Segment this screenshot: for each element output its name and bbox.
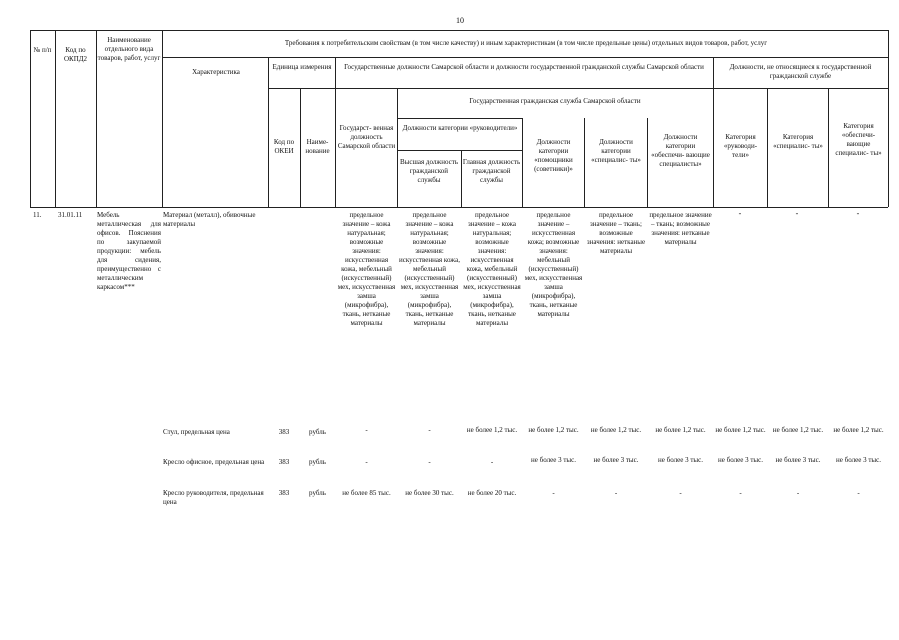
header-requirements: Требования к потребительским свойствам (в том числе качеству) и иным характеристикам (в том числе предельные цены) отдельных видов товаров, работ, услуг (284, 39, 768, 47)
item-value: не более 3 тыс. (658, 456, 703, 464)
header-gov-position: Государст- венная должность Самарской области (337, 124, 396, 150)
item-value: не более 30 тыс. (405, 489, 454, 497)
material-specialists: предельное значение – ткань; возможные значения: нетканые материалы (586, 211, 646, 255)
item-value: не более 20 тыс. (467, 489, 517, 497)
header-gov-positions: Государственные должности Самарской области и должности государственной гражданской службы Самарской области (344, 63, 704, 71)
item-value: - (614, 489, 618, 497)
item-value: не более 1,2 тыс. (833, 426, 884, 434)
header-support: Должности категории «обеспечи- вающие специалисты» (651, 133, 710, 168)
cat-specialists-dash: - (795, 209, 799, 218)
header-assistants: Должности категории «помощники (советники)» (534, 138, 573, 173)
item-label: Стул, предельная цена (163, 428, 230, 436)
row-characteristic: Материал (металл), обивочные материалы (163, 211, 256, 228)
item-value: не более 3 тыс. (775, 456, 821, 464)
item-value: - (739, 489, 742, 497)
item-unit: рубль (309, 458, 326, 466)
item-value: не более 85 тыс. (342, 489, 391, 497)
header-characteristic: Характеристика (192, 68, 240, 76)
item-value: - (490, 458, 494, 466)
item-value: не более 1,2 тыс. (528, 426, 579, 434)
item-value: не более 3 тыс. (531, 456, 576, 464)
row-name: Мебель металлическая для офисов. Пояснения по закупаемой продукции: мебель для сидения, преимущественно с металлическим каркасом*** (97, 211, 161, 291)
cat-leaders-dash: - (738, 209, 742, 218)
header-cat-specialists: Категория «специалис- ты» (773, 133, 823, 150)
item-value: - (679, 489, 682, 497)
item-value: - (428, 426, 431, 434)
item-value: - (552, 489, 555, 497)
cat-support-dash: - (856, 209, 860, 218)
header-not-gov: Должности, не относящиеся к государственной гражданской службе (729, 63, 872, 80)
header-main: Главная должность гражданской службы (462, 158, 521, 184)
header-unit: Единица измерения (272, 63, 332, 71)
item-label: Кресло офисное, предельная цена (163, 458, 265, 466)
material-main: предельное значение – кожа натуральная; возможные значения: искусственная кожа, мебельный (искусственный) мех, искусственная замша (микрофибра), ткань, нетканые материалы (463, 211, 521, 327)
material-assistants: предельное значение – искусственная кожа; возможные значения: мебельный (искусственный) мех, искусственная замша (микрофибра), ткань, нетканые материалы (524, 211, 583, 318)
item-value: не более 1,2 тыс. (772, 426, 824, 434)
header-cat-leaders: Категория «руководи- тели» (723, 133, 758, 159)
item-code: 383 (278, 489, 290, 497)
item-code: 383 (278, 428, 290, 436)
header-unit-code: Код по ОКЕИ (273, 138, 295, 155)
row-number: 11. (33, 211, 42, 219)
item-unit: рубль (309, 428, 326, 436)
item-value: - (428, 458, 431, 466)
row-okpd: 31.01.11 (58, 211, 83, 219)
header-num: № п/п (33, 46, 52, 54)
item-label: Кресло руководителя, предельная цена (163, 489, 264, 506)
header-okpd: Код по ОКПД2 (63, 46, 88, 63)
item-code: 383 (278, 458, 290, 466)
header-gov-service: Государственная гражданская служба Самарской области (469, 97, 641, 105)
material-support: предельное значение – ткань; возможные значения: нетканые материалы (649, 211, 712, 246)
material-gov: предельное значение – кожа натуральная; возможные значения: искусственная кожа, мебельный (искусственный) мех, искусственная замша (микрофибра), ткань, нетканые материалы (337, 211, 396, 327)
item-value: не более 3 тыс. (718, 456, 763, 464)
header-leaders: Должности категории «руководители» (402, 124, 518, 132)
header-unit-name: Наиме- нование (305, 138, 330, 155)
header-specialists: Должности категории «специалис- ты» (591, 138, 641, 164)
page-number: 10 (456, 16, 464, 25)
item-value: не более 1,2 тыс. (715, 426, 766, 434)
item-value: не более 3 тыс. (593, 456, 639, 464)
header-higher: Высшая должность гражданской службы (399, 158, 459, 184)
header-name: Наименование отдельного вида товаров, работ, услуг (97, 36, 161, 62)
item-unit: рубль (309, 489, 326, 497)
material-higher: предельное значение – кожа натуральная; возможные значения: искусственная кожа, мебельный (искусственный) мех, искусственная замша (микрофибра), ткань, нетканые материалы (399, 211, 460, 327)
item-value: не более 1,2 тыс. (590, 426, 642, 434)
item-value: - (857, 489, 860, 497)
item-value: - (365, 426, 368, 434)
item-value: не более 1,2 тыс. (466, 426, 518, 434)
item-value: - (796, 489, 800, 497)
item-value: не более 1,2 тыс. (655, 426, 706, 434)
item-value: - (365, 458, 368, 466)
header-cat-support: Категория «обеспечи- вающие специалис- ты» (835, 122, 882, 157)
item-value: не более 3 тыс. (836, 456, 881, 464)
